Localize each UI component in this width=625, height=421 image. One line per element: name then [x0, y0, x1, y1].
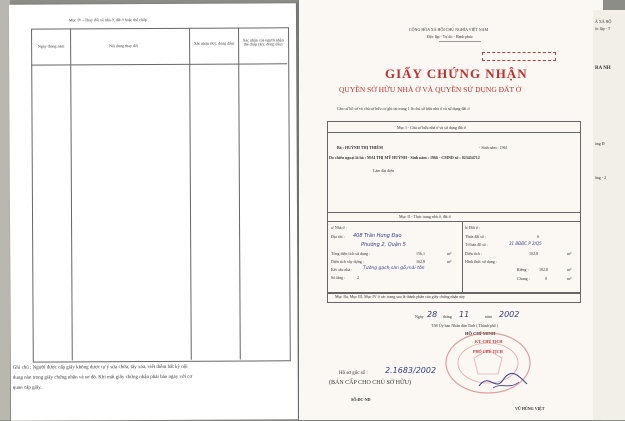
owner-name: Bà : HUỲNH THỊ THIÊM — [337, 145, 383, 150]
right-page — [299, 0, 603, 420]
section-owner-divider — [327, 132, 580, 133]
adjacent-text-4: àng Đ — [595, 141, 605, 146]
copy-note: (BẢN CẤP CHO CHỦ SỞ HỮU) — [329, 380, 411, 386]
col-header-content: Nội dung thay đổi — [109, 43, 139, 49]
house-label: a/ Nhà ở : — [331, 225, 347, 230]
serial-number-box — [482, 52, 556, 61]
floor-area-label: Tổng diện tích sử dụng : — [331, 251, 371, 256]
col-header-mortgage: Xác nhận của người nhận thế chấp (Ký, đóng dấu) — [242, 37, 284, 47]
date-year: 2002 — [499, 310, 520, 319]
adjacent-text-1: Á XÃ HỘ — [595, 19, 612, 24]
private-use-label: Riêng : — [517, 267, 529, 272]
certificate-title: GIẤY CHỨNG NHẬN — [385, 66, 528, 81]
date-month: 11 — [459, 310, 470, 319]
shared-use-label: Chung : — [517, 276, 530, 281]
land-area-label: Diện tích : — [465, 251, 482, 256]
signer-position: KT. CHỦ TỊCH — [475, 339, 503, 344]
representative-label: Làm đại diện — [373, 168, 395, 173]
private-use-unit: m² — [567, 267, 572, 272]
parcel-value: 6 — [537, 234, 539, 239]
record-value: 2.1683/2002 — [385, 366, 437, 375]
col-header-confirm: Xác nhận (Ký, đóng dấu) — [193, 40, 235, 46]
issuing-city: HỒ CHÍ MINH — [465, 331, 496, 336]
date-year-label: năm — [485, 314, 492, 319]
adjacent-text-3: RA NH — [595, 66, 611, 71]
section-property-split — [462, 221, 463, 292]
land-area-unit: m² — [567, 251, 572, 256]
floors-value: 2 — [357, 275, 359, 280]
land-area-value: 102,8 — [529, 251, 538, 256]
country-name: CỘNG HÒA XÃ HỘI CHỦ NGHĨA VIỆT NAM — [409, 27, 489, 32]
floor-area-value: 156,1 — [416, 251, 425, 256]
address-label: Địa chỉ : — [331, 234, 345, 239]
section-property-divider — [327, 221, 580, 222]
section-property-header: Mục II - Thực trạng nhà ở, đất ở — [399, 214, 451, 219]
map-sheet-label: Tờ bản đồ số : — [465, 242, 489, 247]
private-use-value: 102,8 — [539, 267, 548, 272]
date-month-label: tháng — [443, 314, 452, 319]
co-owner-line: Do chiếu ngoại là bà : MAI THỊ MỸ HUỲNH - Sinh năm : 1966 - CMND số : 023454712 — [329, 155, 480, 160]
motto-underline — [439, 41, 481, 42]
series-number: SỐ:ĐC-ND — [351, 397, 371, 402]
floors-label: Số tầng : — [331, 275, 346, 280]
certificate-subtitle: QUYỀN SỞ HỮU NHÀ Ở VÀ QUYỀN SỬ DỤNG ĐẤT Ở — [339, 85, 522, 94]
address-value-2: Phường 2, Quận 5 — [361, 242, 406, 248]
shared-use-unit: m² — [567, 276, 572, 281]
section-owner — [327, 121, 581, 213]
structure-label: Kết cấu nhà : — [331, 267, 353, 272]
date-day: 28 — [427, 310, 438, 319]
footnote-line-2: dung nào trong giấy chứng nhận và sơ đồ. Khi mất giấy chứng nhận phải báo ngay với cơ — [12, 374, 193, 381]
map-sheet-value: 31 BĐĐC P 2/Q5 — [509, 241, 542, 246]
record-label: Hồ sơ gốc số : — [339, 371, 368, 376]
section-owner-header: Mục I - Chủ sở hữu nhà ở và sử dụng đất ở — [397, 125, 466, 130]
national-motto: Độc lập - Tự do - Hạnh phúc — [427, 34, 474, 39]
use-form-label: Hình thức sử dụng : — [465, 259, 497, 264]
signer-position-2: PHÓ CHỦ TỊCH — [473, 349, 503, 354]
build-area-label: Diện tích xây dựng : — [331, 259, 364, 264]
shared-use-value: 0 — [545, 276, 547, 281]
floor-area-unit: m² — [447, 251, 452, 256]
land-label: b/ Đất ở : — [465, 225, 481, 230]
date-prefix: Ngày — [415, 314, 424, 319]
structure-value: Tường gạch,sàn gỗ,mái tôn — [363, 266, 425, 271]
intro-text: Căn cứ hồ sơ và chủ sở hữu cơ ghi tại trang 1 là chủ sở hữu nhà ở và sử dụng đất ở — [337, 106, 470, 111]
parcel-label: Thửa đất số : — [465, 234, 486, 239]
adjacent-text-2: ộc lập - T — [595, 26, 611, 31]
footer-note: Mục IIa, Mục III, Mục IV ở các trang sau là thành phần của giấy chứng nhận này — [335, 294, 466, 299]
footnote-line-1: Ghi chú : Người được cấp giấy không được tự ý sửa chữa, tẩy xóa, viết thêm bất kỳ nội — [12, 364, 188, 371]
signer-name: VŨ HÙNG VIỆT — [515, 406, 545, 411]
adjacent-page-edge — [593, 10, 625, 420]
left-page — [9, 3, 298, 420]
handwritten-signature-icon — [475, 370, 535, 394]
build-area-value: 102,8 — [416, 259, 425, 264]
build-area-unit: m² — [447, 259, 452, 264]
footnote-line-3: quan cấp giấy. — [12, 385, 42, 391]
col-header-date: Ngày tháng năm — [37, 43, 65, 49]
left-page-header: Mục IV - Thay đổi về nhà ở, đất ở hoặc thế chấp — [68, 17, 147, 23]
owner-birth-year: - Sinh năm : 1961 — [479, 145, 508, 150]
adjacent-text-5: ầng - 2 — [595, 175, 607, 180]
issuing-authority: T.M Ủy ban Nhân dân Tỉnh ( Thành phố ) — [431, 323, 499, 328]
address-value: 408 Trần Hưng Đạo — [353, 233, 402, 239]
